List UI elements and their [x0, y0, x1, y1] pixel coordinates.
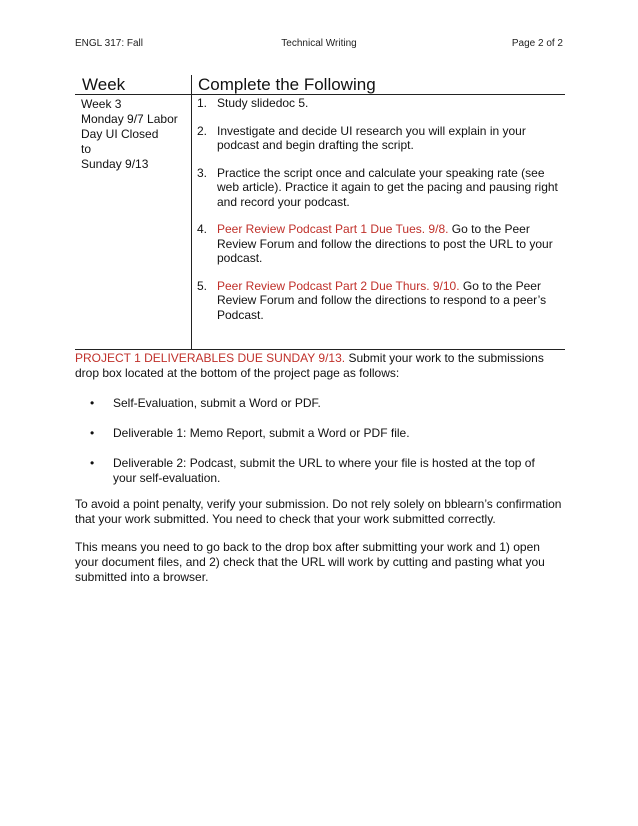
task-item: [197, 96, 559, 111]
list-item-text: Self-Evaluation, submit a Word or PDF.: [113, 396, 321, 410]
week-line: Monday 9/7 Labor: [81, 112, 178, 126]
bullet-icon: •: [90, 456, 95, 470]
task-text: Go to the Peer Review Forum and follow the directions to post the URL to your podcast.: [217, 222, 553, 265]
deliverables-list: [90, 396, 560, 501]
task-text: Investigate and decide UI research you will explain in your podcast and begin drafting the script.: [217, 123, 526, 152]
task-due-text: Peer Review Podcast Part 2 Due Thurs. 9/10.: [217, 278, 460, 293]
task-item: [197, 222, 559, 266]
bullet-icon: •: [90, 426, 95, 440]
week-line: Day UI Closed: [81, 127, 159, 141]
task-number: 1.: [197, 96, 208, 110]
week-line: Sunday 9/13: [81, 157, 149, 171]
task-number: 5.: [197, 278, 208, 293]
schedule-table: [75, 75, 565, 350]
instructions-paragraph: This means you need to go back to the drop box after submitting your work and 1) open your document files, and 2) check that the URL will work by cutting and pasting what you submitted into a browser.: [75, 540, 545, 584]
task-number: 2.: [197, 123, 208, 138]
deliverables-due-text: PROJECT 1 DELIVERABLES DUE SUNDAY 9/13.: [75, 351, 346, 365]
deliverables-text: Submit your work to the submissions drop box located at the bottom of the project page as follows:: [75, 351, 544, 380]
list-item: [90, 396, 560, 411]
task-text: Practice the script once and calculate your speaking rate (see web article). Practice it again to get the pacing and pausing right and record your podcast.: [217, 165, 558, 209]
verify-paragraph: To avoid a point penalty, verify your submission. Do not rely solely on bblearn’s confirmation that your work submitted. You need to check that your work submitted correctly.: [75, 497, 562, 526]
week-line: to: [81, 142, 92, 156]
list-item-text: Deliverable 1: Memo Report, submit a Word or PDF file.: [113, 426, 410, 440]
deliverables-paragraph: [75, 351, 565, 381]
column-header-week: Week: [82, 75, 126, 94]
task-item: [197, 124, 559, 153]
table-column-divider: [191, 75, 192, 350]
list-item-text: Deliverable 2: Podcast, submit the URL to where your file is hosted at the top of your self-evaluation.: [113, 456, 535, 485]
task-text: Go to the Peer Review Forum and follow the directions to respond to a peer’s Podcast.: [217, 278, 547, 322]
task-number: 3.: [197, 165, 208, 180]
task-due-text: Peer Review Podcast Part 1 Due Tues. 9/8.: [217, 222, 449, 236]
task-text: Study slidedoc 5.: [217, 96, 309, 110]
task-item: [197, 279, 559, 323]
table-bottom-rule: [75, 349, 565, 350]
header-title: Technical Writing: [281, 38, 357, 49]
header-course: ENGL 317: Fall: [75, 38, 143, 49]
list-item: [90, 456, 560, 486]
column-header-complete: Complete the Following: [198, 75, 376, 94]
bullet-icon: •: [90, 396, 95, 410]
header-page-number: Page 2 of 2: [511, 38, 563, 49]
task-list: [197, 96, 559, 335]
list-item: [90, 426, 560, 441]
table-header-rule: [75, 94, 565, 95]
task-item: [197, 166, 559, 210]
week-cell: [81, 97, 189, 172]
week-line: Week 3: [81, 97, 122, 111]
task-number: 4.: [197, 222, 208, 236]
